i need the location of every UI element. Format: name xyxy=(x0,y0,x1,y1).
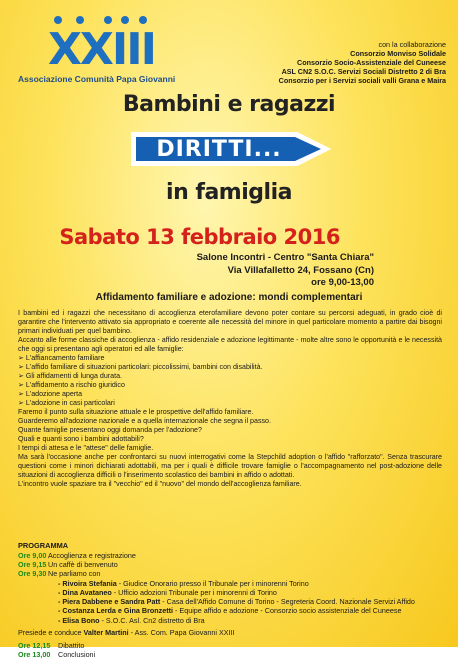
speaker-role: - S.O.C. Asl. Cn2 distretto di Bra xyxy=(99,615,205,625)
event-date: Sabato 13 febbraio 2016 xyxy=(59,225,340,249)
paragraph: I tempi di attesa e le "attese" delle famiglie. xyxy=(18,444,154,452)
programme-row xyxy=(18,650,448,659)
venue-address: Via Villafalletto 24, Fossano (Cn) xyxy=(227,264,374,276)
collab-org: Consorzio Socio-Assistenziale del Cuneese xyxy=(297,58,446,67)
opportunity-list xyxy=(18,354,442,408)
title-line-1: Bambini e ragazzi xyxy=(122,92,336,117)
programme-row xyxy=(18,551,448,560)
venue-name: Salone Incontri - Centro "Santa Chiara" xyxy=(196,252,374,263)
paragraph: L'incontro vuole spaziare tra il "vecchio" ed il "nuovo" del mondo dell'accoglienza familiare. xyxy=(18,480,302,488)
paragraph: Faremo il punto sulla situazione attuale e le prospettive dell'affido familiare. xyxy=(18,408,254,416)
list-item: ➢ L'adozione aperta xyxy=(18,390,83,398)
speaker xyxy=(58,616,448,625)
speaker xyxy=(58,597,448,606)
speaker-role: - Casa dell'Affido Comune di Torino - Segreteria Coord. Nazionale Servizi Affido xyxy=(160,597,415,607)
event-subtitle: Affidamento familiare e adozione: mondi complementari xyxy=(95,292,363,303)
speaker-role: - Equipe affido e adozione - Consorzio socio assistenziale del Cuneese xyxy=(173,606,402,616)
programme-activity: Dibattito xyxy=(58,640,85,650)
speaker-name: - Costanza Lerda e Gina Bronzetti xyxy=(58,606,174,616)
programme-activity: Conclusioni xyxy=(58,650,96,659)
list-item: ➢ L'affidamento a rischio giuridico xyxy=(18,381,125,389)
speaker-name: - Rivoira Stefania xyxy=(58,578,117,588)
speaker-name: - Elisa Bono xyxy=(58,615,100,625)
logo-mark xyxy=(18,12,198,75)
association-name: Associazione Comunità Papa Giovanni xyxy=(18,74,176,84)
host-role: - Ass. Com. Papa Giovanni XXIII xyxy=(128,627,235,637)
event-hours: ore 9,00-13,00 xyxy=(311,277,374,289)
speaker-name: - Dina Avataneo xyxy=(58,587,112,597)
speaker-role: - Giudice Onorario presso il Tribunale per i minorenni Torino xyxy=(116,578,309,588)
programme-activity: Un caffè di benvenuto xyxy=(48,560,118,570)
list-item: ➢ L'affiancamento familiare xyxy=(18,354,105,362)
list-item: ➢ L'affido familiare di situazioni particolari: piccolissimi, bambini con disabilità. xyxy=(18,363,263,371)
collab-org: Consorzio Monviso Solidale xyxy=(350,49,446,58)
sign-label: DIRITTI... xyxy=(156,136,282,162)
programme-title: PROGRAMMA xyxy=(18,541,69,550)
paragraph: Accanto alle forme classiche di accoglienza - affido residenziale e adozione legittimante - molte altre sono le opportunità e le necessità che oggi si presentano agli operatori ed alle famiglie: xyxy=(18,336,442,353)
speaker-list xyxy=(58,579,448,625)
association-logo xyxy=(18,12,198,84)
programme-time: Ore 9,30 xyxy=(18,569,47,579)
paragraph: Guarderemo all'adozione nazionale e a quella internazionale che segna il passo. xyxy=(18,417,271,425)
speaker xyxy=(58,606,448,615)
paragraph: Quante famiglie presentano oggi domanda per l'adozione? xyxy=(18,426,202,434)
paragraph: I bambini ed i ragazzi che necessitano di accoglienza eterofamiliare devono poter contare su percorsi adeguati, in grado cioè di garantire che l'intervento attivato sia appropriato e coerente alle necessità del minore in quel particolare momento a partire dai bisogni primari individuati per quel bambino. xyxy=(18,309,442,335)
collaborators xyxy=(186,40,446,85)
paragraph: Ma sarà l'occasione anche per confrontarci su nuovi interrogativi come la Stepchild adoption o l'affido "rafforzato". Senza trascurare questioni come i minori dichiarati adottabili, ma per i quali è difficile trovare famiglie o l'accompagnamento nel post-adozione delle situazioni di accoglienza difficili o l'inserimento scolastico dei bambini in affido o adottati. xyxy=(18,453,442,479)
speaker xyxy=(58,579,448,588)
programme-time: Ore 9,15 xyxy=(18,560,47,570)
road-sign xyxy=(129,130,334,168)
programme-time: Ore 9,00 xyxy=(18,551,47,560)
programme-row xyxy=(18,560,448,569)
programme-time: Ore 12,15 xyxy=(18,640,51,650)
event-venue xyxy=(197,252,374,290)
programme-row xyxy=(18,569,448,578)
programme-time: Ore 13,00 xyxy=(18,650,51,659)
collab-org: ASL CN2 S.O.C. Servizi Sociali Distretto 2 di Bra xyxy=(281,67,446,76)
list-item: ➢ L'adozione in casi particolari xyxy=(18,399,115,407)
speaker xyxy=(58,588,448,597)
host-lead: Presiede e conduce xyxy=(18,627,84,637)
collab-lead: con la collaborazione xyxy=(378,40,446,49)
speaker-name: - Piera Dabbene e Sandra Patt xyxy=(58,597,161,607)
logo-wordmark: XXIII xyxy=(48,24,155,75)
programme-activity: Accoglienza e registrazione xyxy=(48,551,136,560)
list-item: ➢ Gli affidamenti di lunga durata. xyxy=(18,372,123,380)
title-line-2: in famiglia xyxy=(166,180,292,205)
collab-org: Consorzio per i Servizi sociali valli Grana e Maira xyxy=(278,76,446,85)
programme xyxy=(18,551,448,659)
host-name: Valter Martini xyxy=(83,627,129,637)
speaker-role: - Ufficio adozioni Tribunale per i minorenni di Torino xyxy=(111,587,277,597)
host-line xyxy=(18,628,448,637)
programme-row xyxy=(18,641,448,650)
paragraph: Quali e quanti sono i bambini adottabili? xyxy=(18,435,144,443)
description xyxy=(18,309,442,489)
programme-activity: Ne parliamo con xyxy=(48,569,101,579)
closing-rows xyxy=(18,641,448,659)
